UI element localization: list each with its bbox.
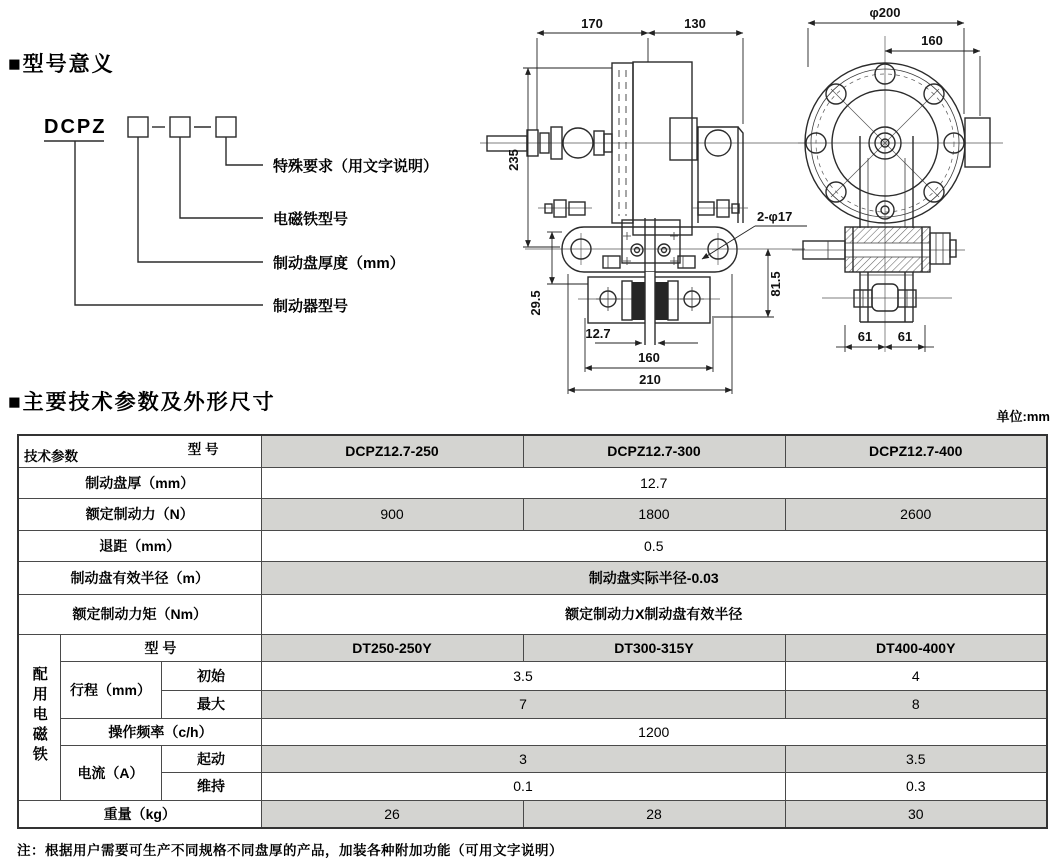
table-row — [18, 718, 1047, 745]
dim-170: 170 — [581, 16, 603, 31]
value-cell: 26 — [261, 800, 523, 828]
dim-2-phi17: 2-φ17 — [757, 209, 793, 224]
sub-label-cell: 维持 — [161, 772, 261, 800]
value-cell: 2600 — [785, 498, 1047, 530]
model-code-diagram — [25, 100, 475, 320]
param-label-cell: 行程（mm） — [60, 661, 161, 718]
table-row — [18, 800, 1047, 828]
value-cell: 28 — [523, 800, 785, 828]
table-row — [18, 435, 1047, 467]
sub-label-cell: 起动 — [161, 745, 261, 772]
code-box-3 — [216, 117, 236, 137]
dim-12-7: 12.7 — [585, 326, 611, 341]
model-code-text: DCPZ — [44, 116, 107, 138]
value-cell: DT300-315Y — [523, 634, 785, 661]
value-cell: 8 — [785, 690, 1047, 718]
table-row — [18, 634, 1047, 661]
sub-label-cell: 最大 — [161, 690, 261, 718]
table-row — [18, 661, 1047, 690]
value-cell: 12.7 — [261, 467, 1047, 498]
dim-235: 235 — [506, 149, 521, 171]
hatch-top — [845, 227, 930, 243]
value-cell: 0.5 — [261, 530, 1047, 561]
label-magnet-model: 电磁铁型号 — [273, 211, 349, 228]
label-brake-model: 制动器型号 — [273, 298, 349, 315]
value-cell: 制动盘实际半径-0.03 — [261, 561, 1047, 594]
dim-130: 130 — [684, 16, 706, 31]
model-header-cell: DCPZ12.7-300 — [523, 435, 785, 467]
value-cell: 7 — [261, 690, 785, 718]
table-row — [18, 772, 1047, 800]
corner-label-model: 型 号 — [187, 442, 219, 457]
dim-81-5: 81.5 — [768, 271, 783, 297]
label-disc-thickness: 制动盘厚度（mm） — [273, 255, 405, 272]
value-cell: DT250-250Y — [261, 634, 523, 661]
hatch-bottom — [845, 257, 930, 272]
param-label-cell: 额定制动力矩（Nm） — [18, 594, 261, 634]
dim-160-side: 160 — [921, 33, 943, 48]
brake-disc-edge — [645, 272, 655, 345]
param-label-cell: 制动盘有效半径（m） — [18, 561, 261, 594]
spec-table — [17, 434, 1048, 829]
value-cell: 1800 — [523, 498, 785, 530]
param-label-cell: 重量（kg） — [18, 800, 261, 828]
dim-29-5: 29.5 — [528, 290, 543, 316]
sub-label-cell: 初始 — [161, 661, 261, 690]
magnet-group-label-cell — [18, 634, 60, 800]
front-view-drawing — [480, 16, 807, 394]
value-cell: 0.3 — [785, 772, 1047, 800]
value-cell: DT400-400Y — [785, 634, 1047, 661]
technical-drawings — [470, 0, 1062, 400]
label-special-requirement: 特殊要求（用文字说明） — [273, 158, 439, 175]
side-view-drawing — [792, 5, 1003, 352]
dim-61-right: 61 — [897, 329, 913, 344]
param-label-cell: 退距（mm） — [18, 530, 261, 561]
param-label-cell: 额定制动力（N） — [18, 498, 261, 530]
value-cell: 4 — [785, 661, 1047, 690]
value-cell: 900 — [261, 498, 523, 530]
brake-pad-left — [632, 282, 645, 320]
value-cell: 1200 — [261, 718, 1047, 745]
value-cell: 3.5 — [785, 745, 1047, 772]
corner-cell — [18, 435, 261, 467]
table-row — [18, 745, 1047, 772]
corner-label-params: 技术参数 — [24, 448, 78, 464]
model-header-cell: DCPZ12.7-250 — [261, 435, 523, 467]
section-title-model-meaning: ■型号意义 — [8, 53, 115, 76]
table-row — [18, 530, 1047, 561]
footnote: 注：根据用户需要可生产不同规格不同盘厚的产品，加装各种附加功能（可用文字说明） — [17, 843, 563, 858]
table-row — [18, 498, 1047, 530]
param-label-cell: 型 号 — [60, 634, 261, 661]
value-cell: 额定制动力X制动盘有效半径 — [261, 594, 1047, 634]
magnet-group-label: 配用电磁铁 — [30, 665, 48, 766]
dim-210: 210 — [639, 372, 661, 387]
code-box-2 — [170, 117, 190, 137]
table-row — [18, 594, 1047, 634]
param-label-cell: 制动盘厚（mm） — [18, 467, 261, 498]
param-label-cell: 电流（A） — [60, 745, 161, 800]
table-row — [18, 690, 1047, 718]
unit-label: 单位:mm — [996, 409, 1050, 424]
dim-160-front: 160 — [638, 350, 660, 365]
dim-phi200: φ200 — [869, 5, 901, 20]
value-cell: 0.1 — [261, 772, 785, 800]
value-cell: 3.5 — [261, 661, 785, 690]
code-box-1 — [128, 117, 148, 137]
brake-pad-right — [655, 282, 668, 320]
table-row — [18, 467, 1047, 498]
value-cell: 3 — [261, 745, 785, 772]
param-label-cell: 操作频率（c/h） — [60, 718, 261, 745]
model-header-cell: DCPZ12.7-400 — [785, 435, 1047, 467]
section-title-specs: ■主要技术参数及外形尺寸 — [8, 391, 276, 414]
table-row — [18, 561, 1047, 594]
value-cell: 30 — [785, 800, 1047, 828]
dim-61-left: 61 — [857, 329, 873, 344]
